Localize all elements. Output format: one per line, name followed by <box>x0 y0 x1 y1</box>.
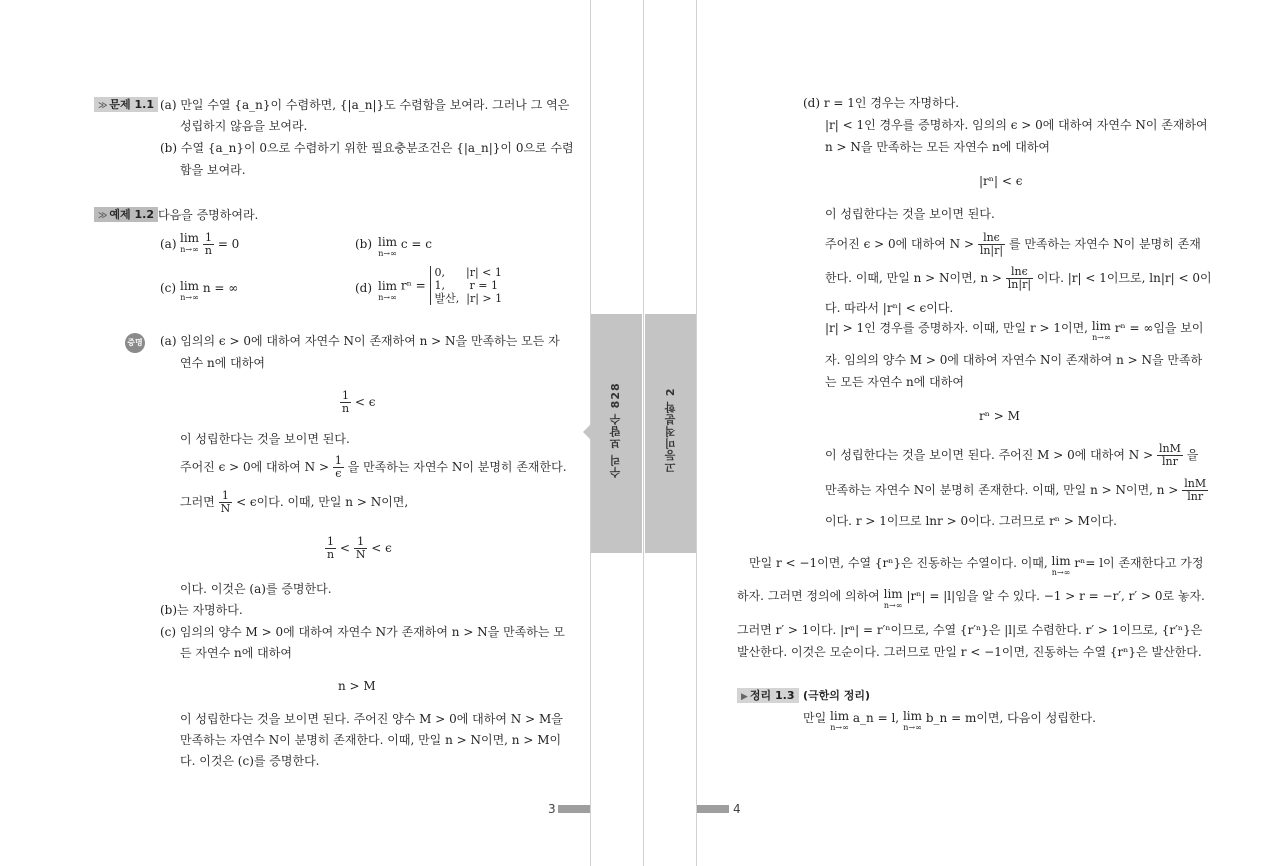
right-para-line-1: 만일 r < −1이면, 수열 {rⁿ}은 진동하는 수열이다. 이때, lim n→∞ rⁿ= l이 존재한다고 가정 <box>749 554 1204 577</box>
right-then-1: 한다. 이때, 만일 n > N이면, n > $\frac{\ln\epsilon}{\ln|r|}$ 이다. |r| < 1이므로, ln|r| < 0이 <box>825 265 1212 291</box>
right-end-2: 이다. r > 1이므로 lnr > 0이다. 그러므로 rⁿ > M이다. <box>825 514 1117 528</box>
page-number-bar-left <box>558 805 590 813</box>
display-eq-2: $\frac{1}{n}$ < $\frac{1}{N}$ < ϵ <box>327 535 392 561</box>
problem-b-line-1: (b) 수열 {a_n}이 0으로 수렴하기 위한 필요충분조건은 {|a_n|}이 0으로 수렴 <box>160 141 574 155</box>
example-d-expr: lim n→∞ rⁿ = 0, |r| < 1 1, r = 1 발산, |r| > 1 <box>378 266 503 305</box>
proof-show-line: 이 성립한다는 것을 보이면 된다. <box>180 432 350 446</box>
left-tab-notch <box>583 424 591 440</box>
example-intro: 다음을 증명하여라. <box>158 208 259 222</box>
triangle-icon: ▶ <box>741 692 748 702</box>
display-eq-1: $\frac{1}{n}$ < ϵ <box>342 389 376 415</box>
right-d-head: (d) r = 1인 경우는 자명하다. <box>803 96 960 110</box>
problem-a-line-1: (a) 만일 수열 {a_n}이 수렴하면, {|a_n|}도 수렴함을 보여라. 그러나 그 역은 <box>160 98 570 112</box>
right-d-line-1: |r| < 1인 경우를 증명하자. 임의의 ϵ > 0에 대하여 자연수 N이 존재하여 <box>825 118 1208 132</box>
theorem-label: ▶ 정리 1.3 <box>737 688 799 703</box>
right-case2-line-3: 는 모든 자연수 n에 대하여 <box>825 375 964 389</box>
left-tab-label: 수리 보람수 828 <box>609 382 622 478</box>
right-show-1: 이 성립한다는 것을 보이면 된다. <box>825 207 995 221</box>
piecewise-cases: 0, |r| < 1 1, r = 1 발산, |r| > 1 <box>430 266 503 305</box>
right-case2-line: |r| > 1인 경우를 증명하자. 이때, 만일 r > 1이면, lim n→∞ rⁿ = ∞임을 보이 <box>825 319 1204 342</box>
proof-given-line: 주어진 ϵ > 0에 대하여 N > $\frac{1}{\epsilon}$ 을 만족하는 자연수 N이 분명히 존재한다. <box>180 454 567 480</box>
limit-operator: lim n→∞ <box>180 279 200 302</box>
example-number: 1.2 <box>134 208 155 221</box>
problem-number: 1.1 <box>134 98 155 111</box>
example-a-expr: lim n→∞ $\frac{1}{n}$ = 0 <box>180 231 240 257</box>
right-para-line-3: 그러면 r′ > 1이다. |rⁿ| = r′ⁿ이므로, 수열 {r′ⁿ}은 |l|로 수렴한다. r′ > 1이므로, {r′ⁿ}은 <box>737 623 1203 637</box>
problem-a-line-2: 성립하지 않음을 보여라. <box>180 119 308 133</box>
proof-a-line-1: (a) 임의의 ϵ > 0에 대하여 자연수 N이 존재하여 n > N을 만족하는 모든 자 <box>160 334 560 348</box>
proof-c-line-2: 든 자연수 n에 대하여 <box>180 646 292 660</box>
example-b-label: (b) <box>355 237 373 251</box>
right-given-1: 주어진 ϵ > 0에 대하여 N > $\frac{\ln\epsilon}{\ln|r|}$ 를 만족하는 자연수 N이 분명히 존재 <box>825 231 1201 257</box>
double-chevron-icon: ≫ <box>98 211 108 221</box>
proof-c-end-line-3: 다. 이것은 (c)를 증명한다. <box>180 754 320 768</box>
theorem-title: (극한의 정리) <box>803 689 871 702</box>
problem-label <box>94 97 158 112</box>
right-case2-line-2: 자. 임의의 양수 M > 0에 대하여 자연수 N이 존재하여 n > N을 만족하 <box>825 353 1203 367</box>
right-tab-label: 고등미적분학 2 <box>664 387 677 473</box>
example-d-label: (d) <box>355 281 373 295</box>
example-b-expr: lim n→∞ c = c <box>378 235 433 258</box>
example-c-expr: lim n→∞ n = ∞ <box>180 279 239 302</box>
double-chevron-icon: ≫ <box>98 101 108 111</box>
proof-badge-icon: 증명 <box>125 333 145 353</box>
limit-operator: lim n→∞ <box>180 231 200 254</box>
right-display-2: rⁿ > M <box>979 409 1020 423</box>
right-page <box>697 0 1288 866</box>
fraction: $\frac{1}{n}$ <box>204 231 212 257</box>
problem-b-line-2: 함을 보여라. <box>180 163 246 177</box>
right-para-line-2: 하자. 그러면 정의에 의하여 lim n→∞ |rⁿ| = |l|임을 알 수 있다. −1 > r = −r′, r′ > 0로 놓자. <box>737 587 1205 610</box>
problem-label-text: 문제 <box>109 98 131 111</box>
limit-operator: lim n→∞ <box>378 235 398 258</box>
proof-then-line: 그러면 $\frac{1}{N}$ < ϵ이다. 이때, 만일 n > N이면, <box>180 489 409 515</box>
example-label <box>94 207 158 222</box>
right-exists-2: 만족하는 자연수 N이 분명히 존재한다. 이때, 만일 n > N이면, n > $\frac{\ln M}{\ln r}$ <box>825 477 1207 503</box>
example-a-label: (a) <box>160 237 177 251</box>
proof-c-end-line-1: 이 성립한다는 것을 보이면 된다. 주어진 양수 M > 0에 대하여 N > M을 <box>180 712 563 726</box>
proof-b-trivial: (b)는 자명하다. <box>160 603 243 617</box>
right-d-line-2: n > N을 만족하는 모든 자연수 n에 대하여 <box>825 140 1051 154</box>
proof-a-line-2: 연수 n에 대하여 <box>180 356 265 370</box>
right-show-2: 이 성립한다는 것을 보이면 된다. 주어진 M > 0에 대하여 N > $\frac{\ln M}{\ln r}$ 을 <box>825 442 1199 468</box>
page-number-bar-right <box>697 805 729 813</box>
example-label-text: 예제 <box>109 208 131 221</box>
example-c-label: (c) <box>160 281 177 295</box>
proof-c-line-1: (c) 임의의 양수 M > 0에 대하여 자연수 N가 존재하여 n > N을 만족하는 모 <box>160 625 565 639</box>
center-gutter-line <box>643 0 644 866</box>
page-number-left: 3 <box>548 802 556 816</box>
left-page <box>0 0 590 866</box>
proof-proves-a: 이다. 이것은 (a)를 증명한다. <box>180 582 332 596</box>
right-para-line-4: 발산한다. 이것은 모순이다. 그러므로 만일 r < −1이면, 진동하는 수열 {rⁿ}은 발산한다. <box>737 645 1202 659</box>
proof-c-end-line-2: 만족하는 자연수 N이 분명히 존재한다. 이때, 만일 n > N이면, n > M이 <box>180 733 562 747</box>
page-number-right: 4 <box>733 802 741 816</box>
display-eq-3: n > M <box>338 679 376 693</box>
limit-operator: lim n→∞ <box>378 279 398 302</box>
theorem-number: 1.3 <box>775 689 795 702</box>
right-display-1: |rⁿ| < ϵ <box>979 174 1023 188</box>
theorem-statement: 만일 lim n→∞ a_n = l, lim n→∞ b_n = m이면, 다음이 성립한다. <box>803 709 1096 732</box>
right-so-1: 다. 따라서 |rⁿ| < ϵ이다. <box>825 301 954 315</box>
